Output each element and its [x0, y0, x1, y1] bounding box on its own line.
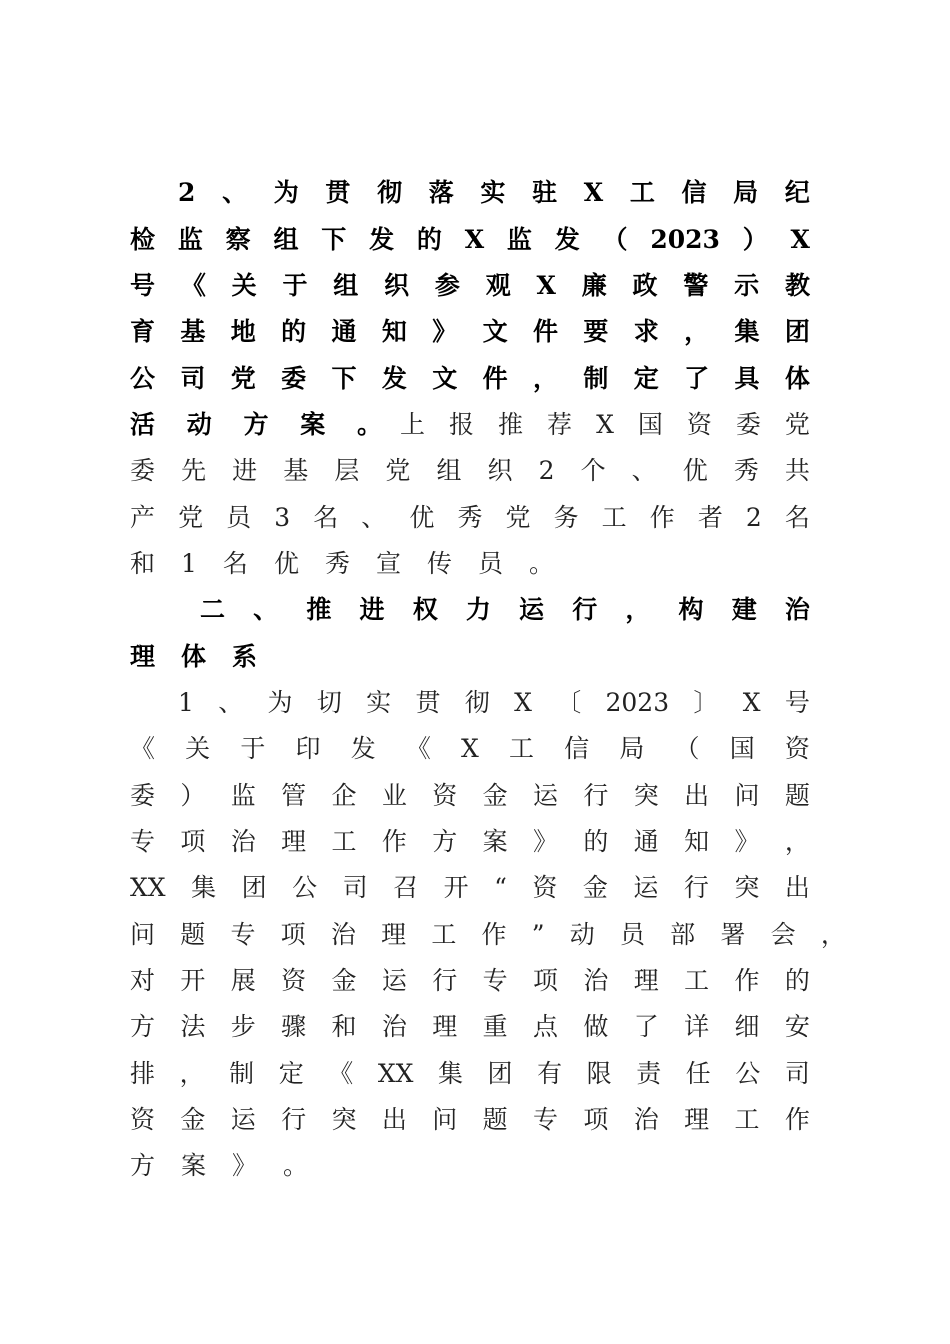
text-line: 方 法 步 骤 和 治 理 重 点 做 了 详 细 安 — [130, 1012, 810, 1041]
text-line: 委 先 进 基 层 党 组 织 2 个 、 优 秀 共 — [130, 456, 810, 485]
text-line: 委 ） 监 管 企 业 资 金 运 行 突 出 问 题 — [130, 781, 810, 810]
text-line: 专 项 治 理 工 作 方 案 》 的 通 知 》 ， — [130, 827, 810, 856]
text-line: 问 题 专 项 治 理 工 作 ” 动 员 部 署 会 ， — [130, 920, 846, 949]
bold-segment: 活 动 方 案 。 — [130, 410, 382, 439]
text-line: 对 开 展 资 金 运 行 专 项 治 理 工 作 的 — [130, 966, 810, 995]
text-line: 检 监 察 组 下 发 的 X 监 发 （ 2023 ） X — [130, 225, 810, 254]
text-line: 号 《 关 于 组 织 参 观 X 廉 政 警 示 教 — [130, 271, 810, 300]
text-line: 育 基 地 的 通 知 》 文 件 要 求 ， 集 团 — [130, 317, 810, 346]
text-line: XX 集 团 公 司 召 开 “ 资 金 运 行 突 出 — [130, 873, 810, 902]
text-line-mixed — [130, 402, 810, 448]
text-line: 资 金 运 行 突 出 问 题 专 项 治 理 工 作 — [130, 1105, 810, 1134]
text-line: 《 关 于 印 发 《 X 工 信 局 （ 国 资 — [130, 734, 810, 763]
text-line: 公 司 党 委 下 发 文 件 ， 制 定 了 具 体 — [130, 364, 810, 393]
heading-line: 二 、 推 进 权 力 运 行 ， 构 建 治 — [200, 595, 810, 624]
text-line: 和 1 名 优 秀 宣 传 员 。 — [130, 549, 555, 578]
regular-segment: 上 报 推 荐 X 国 资 委 党 — [400, 410, 810, 439]
text-line: 1 、 为 切 实 贯 彻 X 〔 2023 〕 X 号 — [178, 688, 810, 717]
text-line: 产 党 员 3 名 、 优 秀 党 务 工 作 者 2 名 — [130, 503, 810, 532]
heading-line: 理 体 系 — [130, 642, 258, 671]
text-line: 方 案 》 。 — [130, 1151, 309, 1180]
text-line: 排 ， 制 定 《 XX 集 团 有 限 责 任 公 司 — [130, 1059, 810, 1088]
text-line: 2 、 为 贯 彻 落 实 驻 X 工 信 局 纪 — [178, 178, 810, 207]
